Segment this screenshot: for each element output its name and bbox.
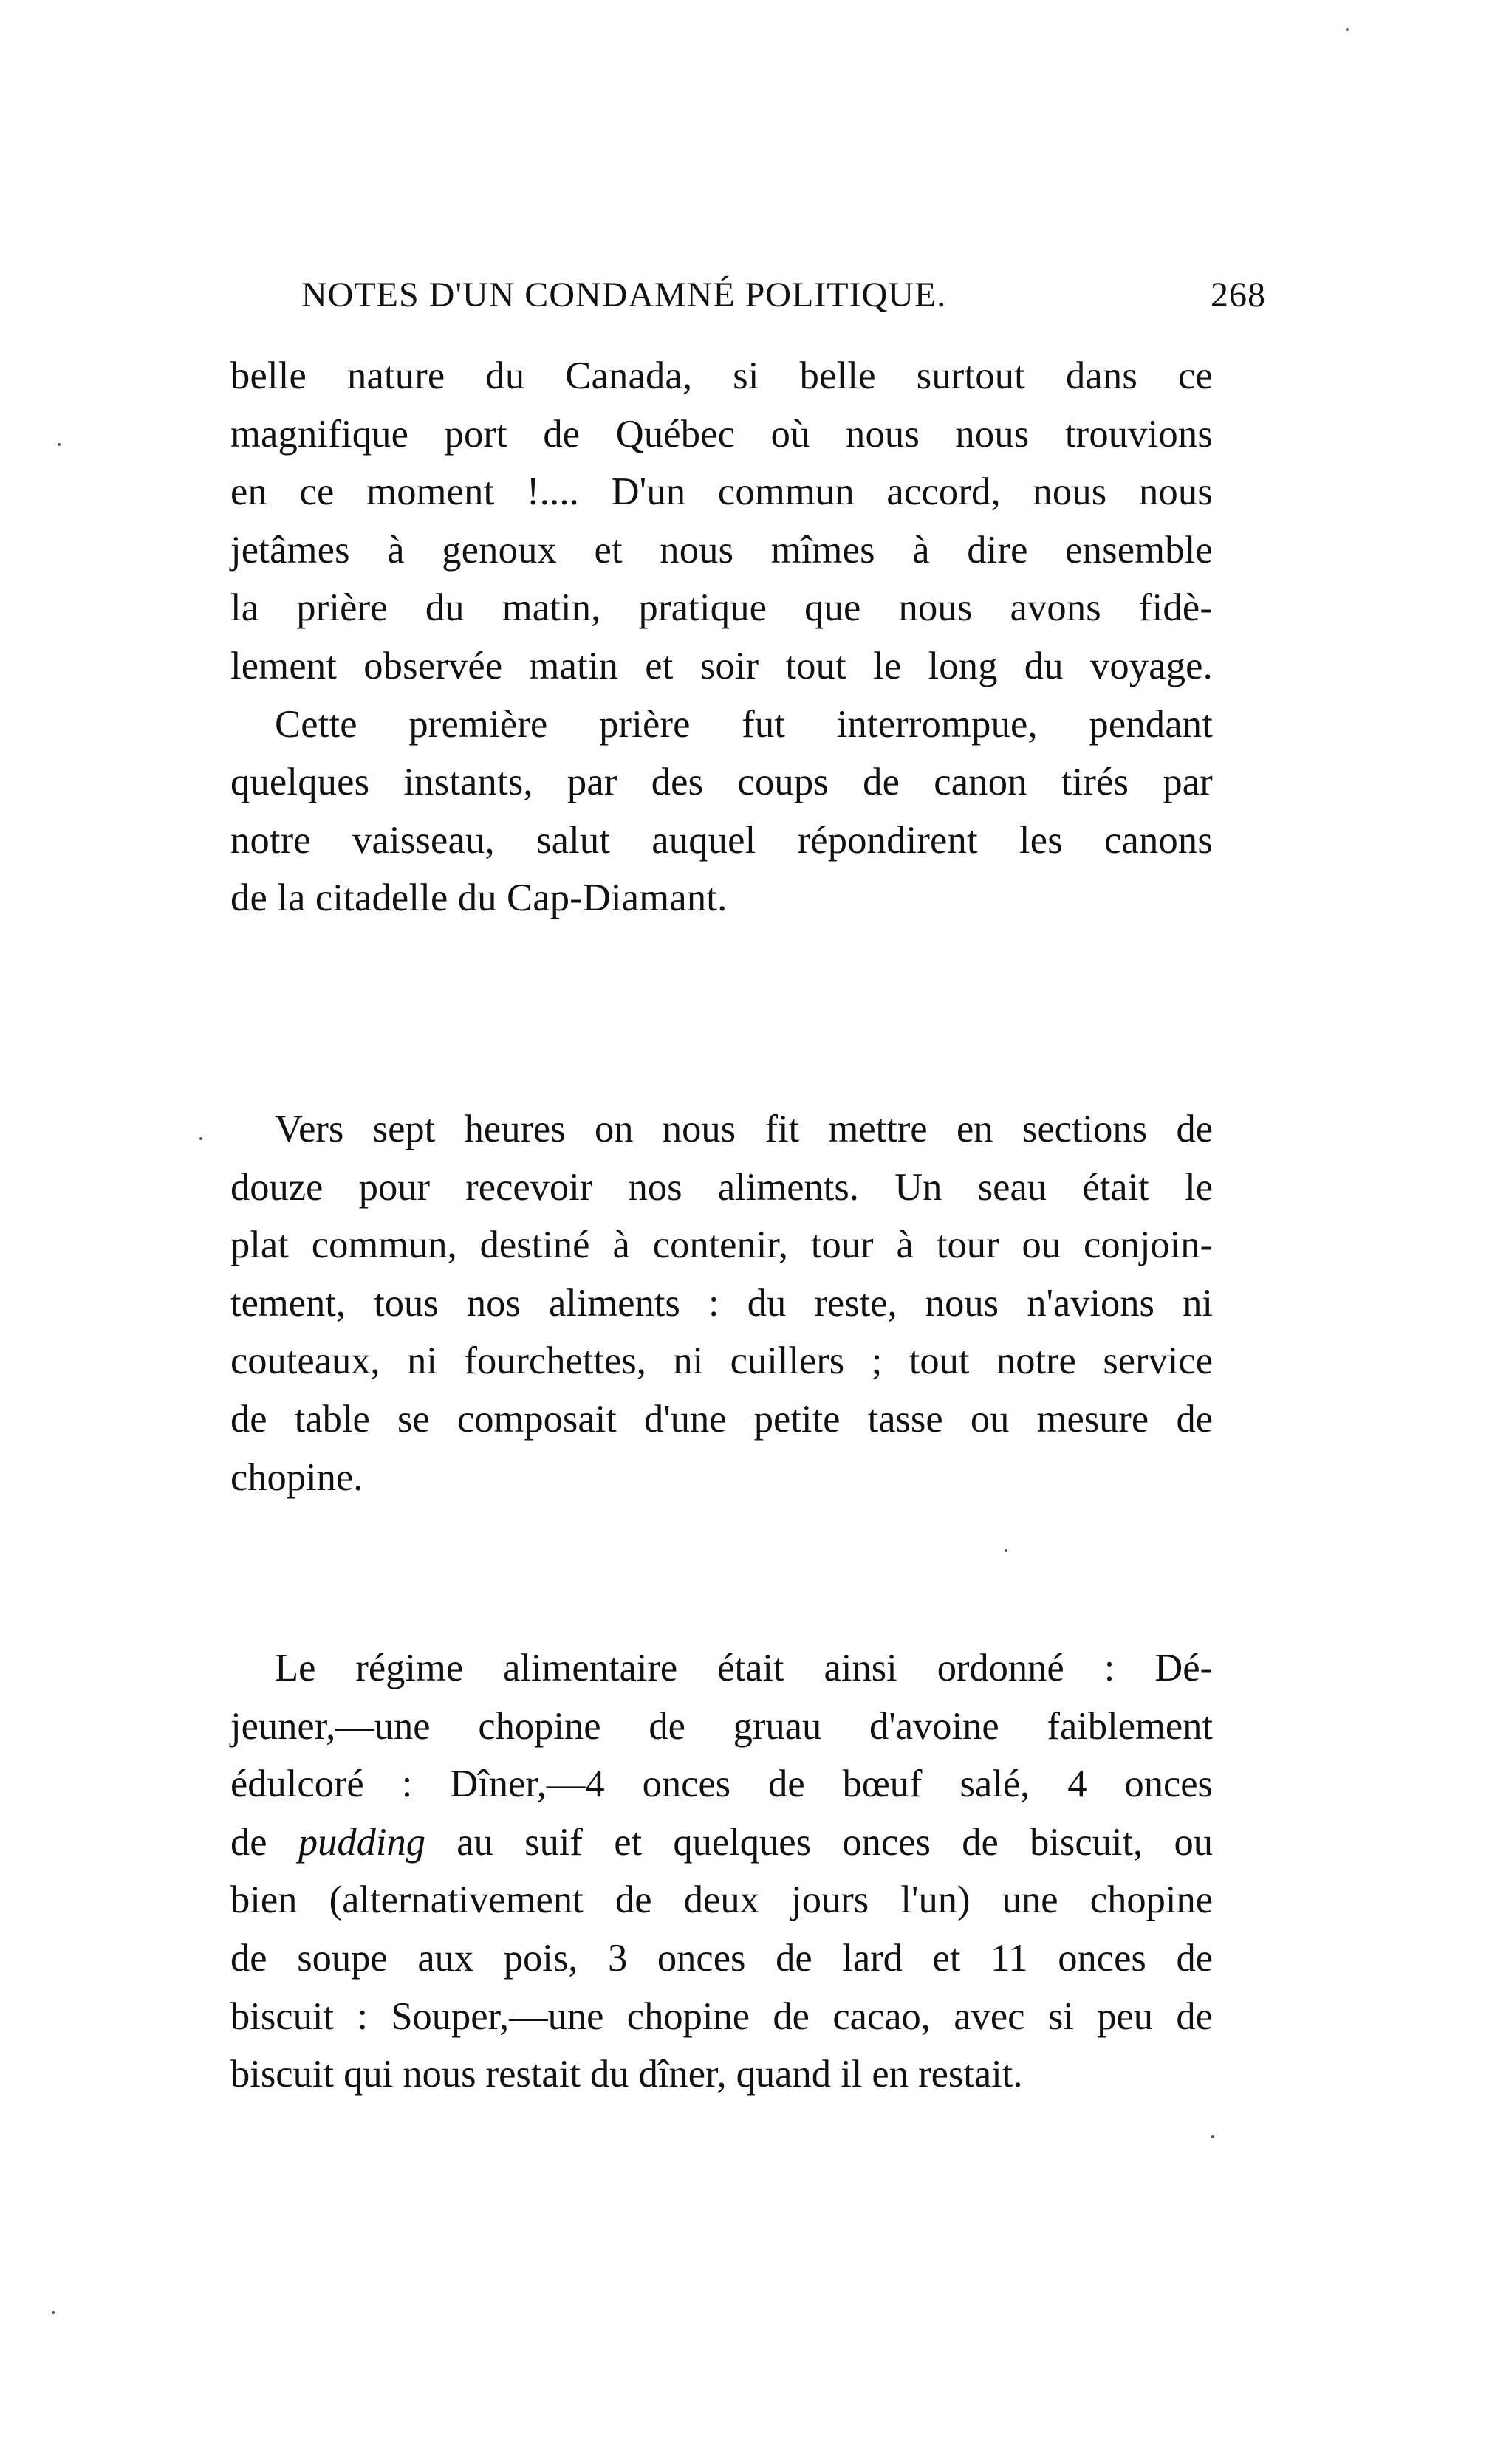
text-line: lement observée matin et soir tout le long du voyage. <box>230 644 1213 687</box>
text-line: de table se composait d'une petite tasse ou mesure de <box>230 1397 1213 1441</box>
italic-word: pudding <box>298 1820 425 1864</box>
text-line: biscuit qui nous restait du dîner, quand il en restait. <box>230 2053 1023 2096</box>
text-line: jetâmes à genoux et nous mîmes à dire ensemble <box>230 528 1213 572</box>
text-line: belle nature du Canada, si belle surtout dans ce <box>230 354 1213 397</box>
page-number: 268 <box>1211 275 1266 315</box>
paragraph-3 <box>230 1639 1213 2104</box>
text-line: tement, tous nos aliments : du reste, nous n'avions ni <box>230 1281 1213 1325</box>
paragraph-2 <box>230 1100 1213 1506</box>
text-line: Vers sept heures on nous fit mettre en sections de <box>275 1108 1213 1150</box>
text-line: bien (alternativement de deux jours l'un) une chopine <box>230 1878 1213 1922</box>
text-line: magnifique port de Québec où nous nous trouvions <box>230 412 1213 456</box>
speck-mark <box>52 2311 55 2314</box>
text-line: jeuner,—une chopine de gruau d'avoine faiblement <box>230 1704 1213 1748</box>
speck-mark <box>58 443 61 446</box>
text-line: douze pour recevoir nos aliments. Un seau était le <box>230 1165 1213 1209</box>
paragraph-1 <box>230 347 1213 927</box>
text-line: édulcoré : Dîner,—4 onces de bœuf salé, 4 onces <box>230 1763 1213 1806</box>
speck-mark <box>1346 28 1349 31</box>
text-line: Le régime alimentaire était ainsi ordonné : Dé- <box>275 1647 1213 1689</box>
text-line: couteaux, ni fourchettes, ni cuillers ; tout notre service <box>230 1339 1213 1383</box>
text-line: en ce moment !.... D'un commun accord, nous nous <box>230 470 1213 514</box>
text-line: Cette première prière fut interrompue, pendant <box>275 702 1213 746</box>
running-title: NOTES D'UN CONDAMNÉ POLITIQUE. <box>301 275 947 315</box>
text-line: de pudding au suif et quelques onces de biscuit, ou <box>230 1820 1213 1864</box>
text-line: chopine. <box>230 1455 363 1499</box>
text-line: biscuit : Souper,—une chopine de cacao, avec si peu de <box>230 1994 1213 2038</box>
speck-mark <box>1211 2135 1214 2138</box>
text-line: de soupe aux pois, 3 onces de lard et 11 onces de <box>230 1936 1213 1980</box>
text-line: quelques instants, par des coups de canon tirés par <box>230 761 1213 804</box>
speck-mark <box>199 1137 202 1140</box>
text-line: de la citadelle du Cap-Diamant. <box>230 876 728 920</box>
text-line: plat commun, destiné à contenir, tour à tour ou conjoin- <box>230 1224 1213 1267</box>
text-line: notre vaisseau, salut auquel répondirent les canons <box>230 818 1213 862</box>
speck-mark <box>1005 1549 1007 1552</box>
text-line: la prière du matin, pratique que nous avons fidè- <box>230 586 1213 630</box>
running-head <box>275 275 1266 326</box>
